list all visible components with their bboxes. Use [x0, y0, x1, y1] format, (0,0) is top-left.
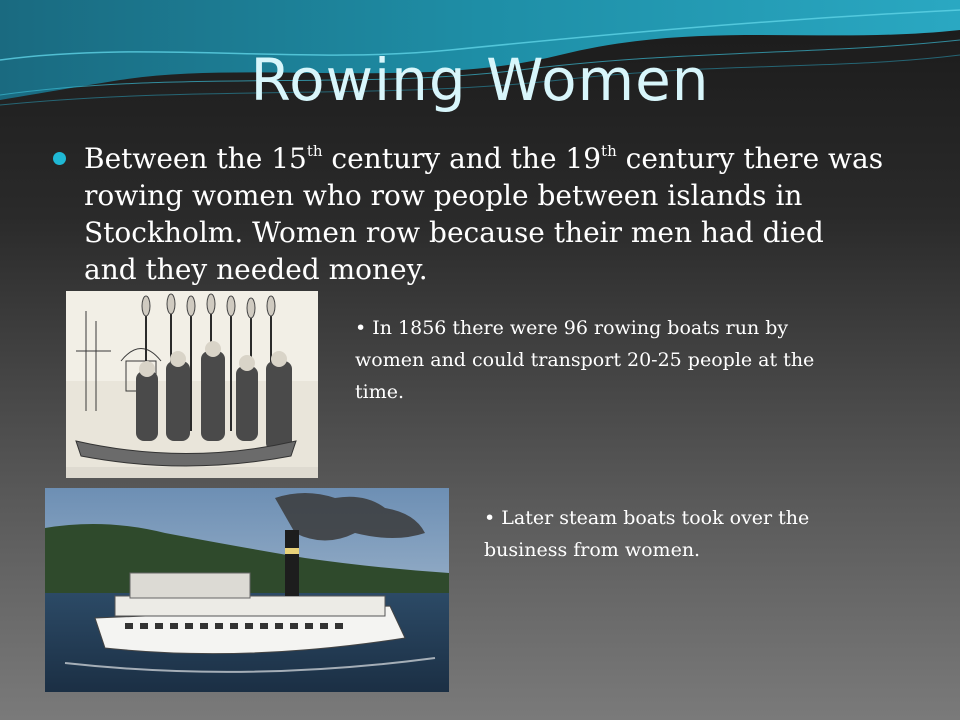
note-steam-boats: • Later steam boats took over the business from women.	[484, 507, 810, 561]
bullet-marker	[53, 152, 66, 165]
note-rowing-boats-1856: • In 1856 there were 96 rowing boats run by women and could transport 20-25 people at the time.	[355, 317, 815, 403]
slide-title: Rowing Women	[250, 46, 710, 114]
main-bullet-sup2: th	[601, 142, 617, 160]
main-bullet-part2: century and the 19	[322, 142, 602, 175]
main-bullet-part3: century there was rowing women who row people between islands in Stockholm. Women row because their men had died and they needed money.	[84, 142, 884, 286]
rowing-women-engraving-image	[66, 291, 318, 478]
main-bullet-part1: Between the 15	[84, 142, 307, 175]
main-bullet-text	[84, 140, 884, 288]
main-bullet-sup1: th	[306, 142, 323, 160]
steamboat-photo-image	[45, 488, 449, 692]
